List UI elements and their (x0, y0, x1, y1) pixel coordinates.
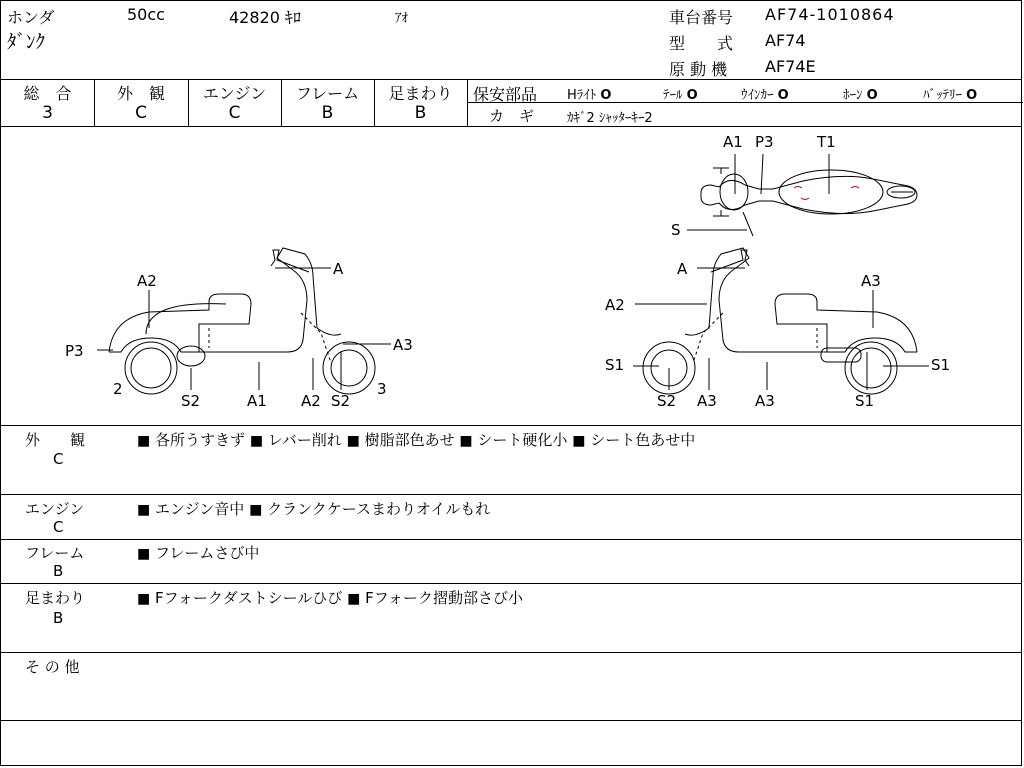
grade-frame-value: B (321, 103, 334, 123)
frame-no-label: 車台番号 (669, 8, 734, 27)
label-P3: P3 (65, 342, 84, 360)
remark-item: Fフォーク摺動部さび小 (365, 589, 523, 607)
grade-overall-label: 総 合 (23, 84, 72, 103)
remark-category: そ の 他 (25, 658, 80, 676)
grade-suspension-value: B (414, 103, 427, 123)
remark-item: Fフォークダストシールひび (155, 589, 343, 607)
remark-category: フレーム (25, 544, 85, 562)
safety-item-name: ﾊﾞｯﾃﾘｰ (923, 88, 962, 103)
grade-overall-value: 3 (42, 103, 53, 123)
remark-item: フレームさび中 (155, 544, 260, 562)
maker: ホンダ (7, 8, 55, 27)
label-S1: S1 (931, 356, 951, 374)
label-T1: T1 (817, 133, 836, 151)
grade-engine-value: C (228, 103, 241, 123)
displacement: 50cc (127, 5, 165, 24)
label-S2: S2 (331, 392, 351, 410)
frame-no-value: AF74-1010864 (765, 5, 895, 24)
label-A2: A2 (605, 296, 625, 314)
leader-lines (97, 154, 929, 390)
remark-category: エンジン (25, 500, 85, 518)
safety-label: 保安部品 (473, 85, 538, 104)
label-A3: A3 (861, 272, 881, 290)
remark-grade: C (53, 450, 64, 468)
remark-items (137, 429, 695, 450)
grade-engine-label: エンジン (202, 84, 267, 103)
type-value: AF74 (765, 31, 806, 50)
bullet: ■ (459, 433, 473, 449)
safety-item (923, 84, 977, 103)
label-A: A (677, 260, 688, 278)
remark-grade: C (53, 518, 64, 536)
engine-label: 原 動 機 (669, 60, 728, 79)
label-S: S (671, 221, 681, 239)
safety-item-name: ｳｲﾝｶｰ (741, 88, 774, 103)
divider (1, 494, 1021, 495)
bullet: ■ (249, 433, 264, 449)
model-name: ﾀﾞﾝｸ (7, 31, 46, 53)
remark-item: エンジン音中 (155, 500, 245, 518)
divider (1, 126, 1021, 127)
remark-items (137, 542, 259, 563)
grade-exterior-value: C (135, 103, 147, 123)
remark-grade: B (53, 562, 64, 580)
label-S1: S1 (855, 392, 875, 410)
safety-item-mark: O (600, 88, 612, 103)
color: ｱｵ (395, 11, 408, 26)
safety-item (663, 84, 698, 103)
safety-item-mark: O (966, 88, 978, 103)
type-label: 型 式 (669, 34, 734, 53)
remark-grade: B (53, 609, 64, 627)
remark-item: 各所うすきず (155, 431, 246, 449)
grade-suspension-label: 足まわり (388, 84, 453, 103)
label-A3: A3 (755, 392, 775, 410)
divider (1, 652, 1021, 653)
safety-item-mark: O (777, 88, 789, 103)
remark-item: シート硬化小 (477, 431, 568, 449)
label-A1: A1 (723, 133, 743, 151)
remark-category: 外 観 (25, 431, 86, 449)
label-P3: P3 (755, 133, 774, 151)
divider (1, 539, 1021, 540)
bullet: ■ (249, 502, 263, 518)
grade-exterior-label: 外 観 (116, 84, 165, 103)
safety-item (567, 84, 611, 103)
remark-category: 足まわり (25, 589, 86, 607)
remark-item: クランクケースまわりオイルもれ (267, 500, 491, 518)
bullet: ■ (137, 433, 151, 449)
label-3: 3 (377, 380, 387, 398)
safety-item-name: ﾎｰﾝ (843, 88, 863, 103)
key-label: カ ギ (489, 107, 535, 125)
safety-item-mark: O (866, 88, 878, 103)
remark-items (137, 587, 523, 608)
label-A1: A1 (247, 392, 267, 410)
label-S1: S1 (605, 356, 625, 374)
damage-diagram (1, 128, 1023, 426)
remark-item: 樹脂部色あせ (364, 431, 455, 449)
bullet: ■ (137, 591, 151, 607)
safety-item-mark: O (686, 88, 698, 103)
bullet: ■ (347, 591, 361, 607)
safety-item-name: ﾃｰﾙ (663, 88, 683, 103)
grade-frame-label: フレーム (295, 84, 360, 103)
divider (1, 79, 1021, 80)
label-A2: A2 (301, 392, 321, 410)
engine-value: AF74E (765, 57, 816, 76)
divider (1, 425, 1021, 426)
bullet: ■ (137, 546, 151, 562)
label-2: 2 (113, 380, 123, 398)
scooter-diagrams (1, 128, 1023, 426)
remark-item: レバー削れ (267, 431, 342, 449)
scooter-top-view (701, 168, 917, 236)
divider (1, 720, 1021, 721)
mileage: 42820 ｷﾛ (229, 8, 301, 27)
label-S2: S2 (181, 392, 201, 410)
label-A: A (333, 260, 344, 278)
divider (1, 583, 1021, 584)
label-A3: A3 (697, 392, 717, 410)
safety-item (741, 84, 789, 103)
bullet: ■ (346, 433, 360, 449)
safety-item-name: Hﾗｲﾄ (567, 88, 597, 103)
safety-item (843, 84, 878, 103)
key-value: ｶｷﾞ2 ｼｬｯﾀｰｷｰ2 (567, 111, 653, 126)
label-A3: A3 (393, 336, 413, 354)
label-A2: A2 (137, 272, 157, 290)
bullet: ■ (572, 433, 586, 449)
remark-items (137, 498, 490, 519)
bullet: ■ (137, 502, 151, 518)
label-S2: S2 (657, 392, 677, 410)
remark-item: シート色あせ中 (590, 431, 696, 449)
